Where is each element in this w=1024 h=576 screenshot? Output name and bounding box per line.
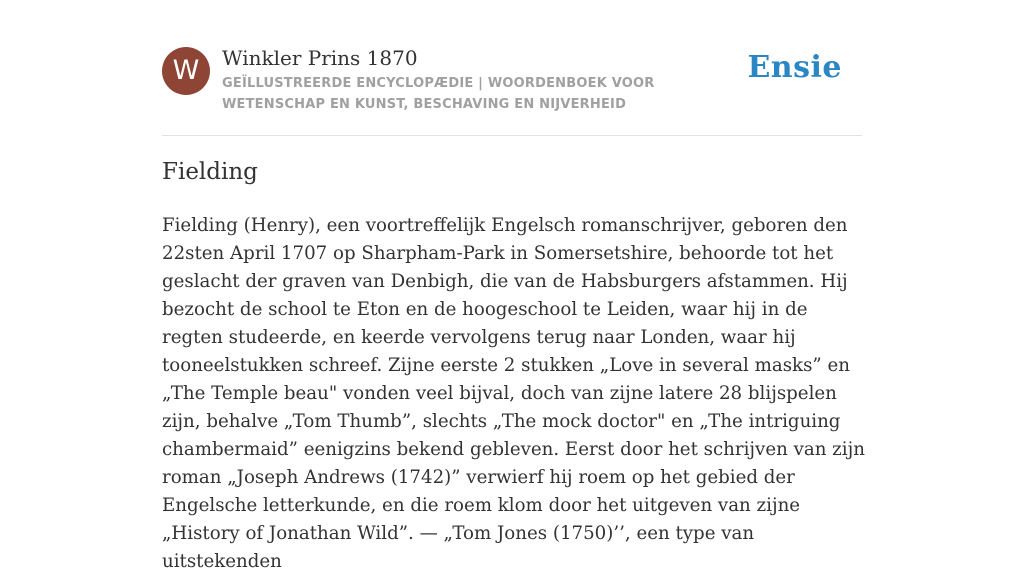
divider [162, 135, 862, 136]
source-header [162, 46, 862, 116]
entry-title: Fielding [162, 159, 258, 185]
page [162, 0, 865, 572]
avatar[interactable]: W [162, 47, 210, 95]
brand-logo[interactable]: Ensie [747, 50, 842, 85]
source-title[interactable]: Winkler Prins 1870 [222, 46, 418, 70]
entry-body: Fielding (Henry), een voortreffelijk Engelsch romanschrijver, geboren den 22sten April 1707 op Sharpham-Park in Somersetshire, behoorde tot het geslacht der graven van Denbigh, die van de Habsburgers afstammen. Hij bezocht de school te Eton en de hoogeschool te Leiden, waar hij in de regten studeerde, en keerde vervolgens terug naar Londen, waar hij tooneelstukken schreef. Zijne eerste 2 stukken „Love in several masks” en „The Temple beau" vonden veel bijval, doch van zijne latere 28 blijspelen zijn, behalve „Tom Thumb”, slechts „The mock doctor" en „The intriguing chambermaid” eenigzins bekend gebleven. Eerst door het schrijven van zijn roman „Joseph Andrews (1742)” verwierf hij roem op het gebied der Engelsche letterkunde, en die roem klom door het uitgeven van zijne „History of Jonathan Wild”. — „Tom Jones (1750)’’, een type van uitstekenden [162, 215, 865, 572]
source-subtitle: GEÏLLUSTREERDE ENCYCLOPÆDIE | WOORDENBOEK VOOR WETENSCHAP EN KUNST, BESCHAVING EN NIJVERHEID [222, 76, 655, 112]
